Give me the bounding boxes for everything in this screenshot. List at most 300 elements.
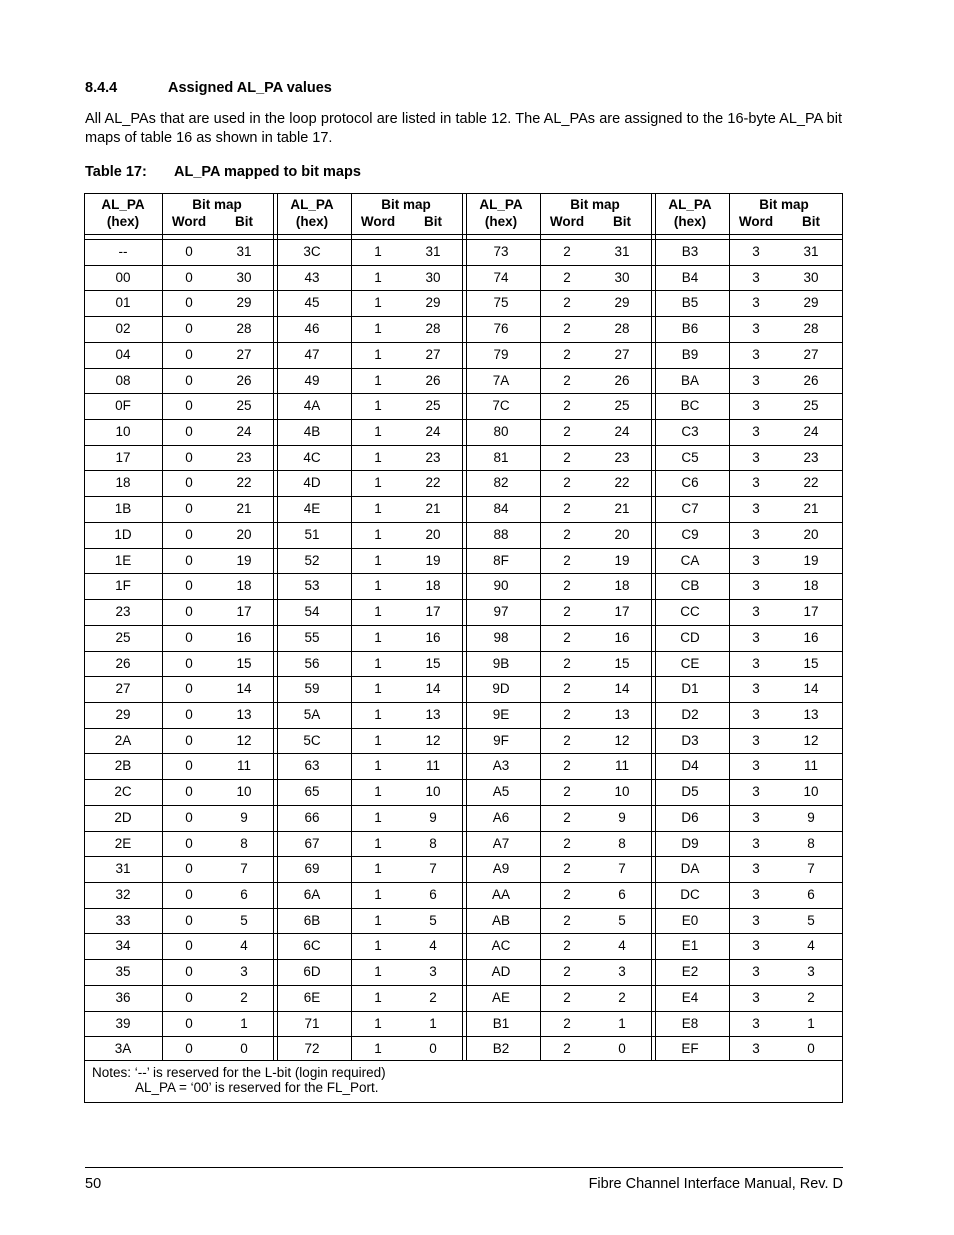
word-cell: 0: [185, 989, 193, 1005]
header-word: Word: [549, 214, 585, 229]
alpa-cell: 1E: [114, 552, 132, 568]
alpa-cell: 26: [115, 655, 131, 671]
alpa-cell: AE: [491, 989, 511, 1005]
alpa-cell: 72: [304, 1041, 320, 1057]
bit-cell: 25: [614, 398, 630, 414]
word-cell: 1: [374, 398, 382, 414]
alpa-cell: D5: [681, 784, 699, 800]
word-cell: 0: [185, 321, 193, 337]
alpa-cell: 88: [493, 526, 509, 542]
bit-cell: 28: [236, 321, 252, 337]
word-cell: 0: [185, 655, 193, 671]
alpa-cell: 04: [115, 346, 131, 362]
word-cell: 2: [563, 269, 571, 285]
bit-cell: 10: [425, 784, 441, 800]
alpa-cell: C7: [681, 501, 699, 517]
section-title: Assigned AL_PA values: [168, 80, 332, 96]
bit-cell: 1: [807, 1015, 815, 1031]
bit-cell: 3: [429, 964, 437, 980]
table-caption-title: AL_PA mapped to bit maps: [174, 164, 361, 180]
word-cell: 0: [185, 552, 193, 568]
alpa-cell: 81: [493, 449, 509, 465]
bit-cell: 31: [425, 244, 441, 259]
word-cell: 2: [563, 346, 571, 362]
alpa-cell: 53: [304, 578, 320, 594]
bit-cell: 21: [614, 501, 630, 517]
bit-cell: 11: [425, 758, 441, 774]
bit-cell: 6: [618, 887, 626, 902]
bit-cell: 28: [803, 321, 819, 337]
bit-cell: 9: [240, 809, 248, 825]
bit-cell: 24: [803, 424, 819, 440]
word-cell: 0: [185, 861, 193, 877]
bit-cell: 12: [425, 732, 441, 748]
alpa-cell: 18: [115, 475, 131, 491]
bit-cell: 20: [803, 526, 819, 542]
bit-cell: 31: [614, 244, 630, 259]
bit-cell: 19: [803, 552, 819, 568]
header-alpa-line2: (hex): [673, 214, 707, 229]
word-cell: 0: [185, 681, 193, 697]
word-cell: 0: [185, 732, 193, 748]
alpa-cell: --: [118, 244, 128, 259]
word-cell: 3: [752, 372, 760, 388]
bit-cell: 10: [803, 784, 819, 800]
bit-cell: 19: [236, 552, 252, 568]
bit-cell: 6: [807, 887, 815, 902]
bit-cell: 20: [236, 526, 252, 542]
word-cell: 0: [185, 809, 193, 825]
alpa-cell: 52: [304, 552, 320, 568]
alpa-cell: CA: [680, 552, 700, 568]
bit-cell: 11: [614, 758, 630, 774]
word-cell: 2: [563, 809, 571, 825]
alpa-cell: 7C: [492, 398, 510, 414]
word-cell: 3: [752, 449, 760, 465]
bit-cell: 12: [614, 732, 630, 748]
word-cell: 1: [374, 887, 382, 902]
alpa-cell: 49: [304, 372, 320, 388]
bit-cell: 26: [803, 372, 819, 388]
word-cell: 0: [185, 244, 193, 259]
word-cell: 3: [752, 629, 760, 645]
word-cell: 2: [563, 321, 571, 337]
word-cell: 0: [185, 1041, 193, 1057]
word-cell: 0: [185, 578, 193, 594]
word-cell: 1: [374, 912, 382, 928]
table-caption: [85, 164, 361, 180]
bit-cell: 17: [425, 604, 441, 620]
word-cell: 1: [374, 321, 382, 337]
bit-cell: 17: [236, 604, 252, 620]
alpa-cell: D6: [681, 809, 699, 825]
bit-cell: 31: [803, 244, 819, 259]
word-cell: 1: [374, 732, 382, 748]
word-cell: 0: [185, 964, 193, 980]
word-cell: 2: [563, 784, 571, 800]
bit-cell: 5: [807, 912, 815, 928]
bit-cell: 27: [614, 346, 630, 362]
header-alpa: [290, 196, 333, 230]
alpa-cell: 9D: [492, 681, 510, 697]
alpa-cell: E2: [681, 964, 699, 980]
word-cell: 1: [374, 604, 382, 620]
alpa-cell: 47: [304, 346, 320, 362]
bit-cell: 2: [240, 989, 248, 1005]
header-bitmap: Bit map: [759, 197, 809, 212]
alpa-cell: 1F: [115, 578, 131, 594]
header-bit: Bit: [235, 214, 253, 229]
word-cell: 0: [185, 604, 193, 620]
bit-cell: 11: [803, 758, 819, 774]
bit-cell: 3: [807, 964, 815, 980]
alpa-cell: 75: [493, 295, 509, 311]
bit-cell: 5: [240, 912, 248, 928]
word-cell: 2: [563, 526, 571, 542]
alpa-cell: DC: [680, 887, 700, 902]
bit-cell: 27: [425, 346, 441, 362]
word-cell: 1: [374, 346, 382, 362]
word-cell: 1: [374, 861, 382, 877]
header-alpa-line2: (hex): [484, 214, 518, 229]
word-cell: 2: [563, 398, 571, 414]
alpa-cell: 51: [304, 526, 320, 542]
header-bitmap: Bit map: [381, 197, 431, 212]
word-cell: 3: [752, 655, 760, 671]
bit-cell: 27: [236, 346, 252, 362]
word-cell: 2: [563, 372, 571, 388]
alpa-cell: D4: [681, 758, 699, 774]
bit-cell: 6: [429, 887, 437, 902]
bit-cell: 7: [429, 861, 437, 877]
bit-cell: 21: [236, 501, 252, 517]
header-alpa-line1: AL_PA: [101, 197, 145, 212]
alpa-cell: B1: [492, 1015, 510, 1031]
alpa-cell: B4: [681, 269, 699, 285]
word-cell: 0: [185, 501, 193, 517]
bit-cell: 16: [425, 629, 441, 645]
header-word: Word: [738, 214, 774, 229]
word-cell: 1: [374, 424, 382, 440]
alpa-cell: 36: [115, 989, 131, 1005]
bit-cell: 30: [803, 269, 819, 285]
alpa-cell: CE: [680, 655, 700, 671]
alpa-cell: 90: [493, 578, 509, 594]
bit-cell: 15: [236, 655, 252, 671]
alpa-cell: B5: [681, 295, 699, 311]
alpa-cell: 1D: [114, 526, 132, 542]
word-cell: 2: [563, 475, 571, 491]
word-cell: 1: [374, 964, 382, 980]
bit-cell: 31: [236, 244, 252, 259]
word-cell: 1: [374, 295, 382, 311]
bit-cell: 29: [425, 295, 441, 311]
bit-cell: 8: [618, 835, 626, 851]
alpa-cell: C5: [681, 449, 699, 465]
header-alpa-line2: (hex): [106, 214, 140, 229]
bit-cell: 16: [236, 629, 252, 645]
bit-cell: 4: [240, 938, 248, 954]
alpa-cell: AD: [491, 964, 511, 980]
word-cell: 1: [374, 552, 382, 568]
word-cell: 3: [752, 604, 760, 620]
word-cell: 2: [563, 424, 571, 440]
alpa-cell: 9E: [492, 706, 510, 722]
alpa-cell: 39: [115, 1015, 131, 1031]
alpa-cell: 4D: [303, 475, 321, 491]
bit-cell: 26: [425, 372, 441, 388]
alpa-cell: 2A: [114, 732, 132, 748]
bit-cell: 23: [614, 449, 630, 465]
word-cell: 3: [752, 681, 760, 697]
word-cell: 2: [563, 655, 571, 671]
bit-cell: 10: [614, 784, 630, 800]
notes-rule: [85, 1060, 842, 1061]
word-cell: 0: [185, 1015, 193, 1031]
alpa-cell: 25: [115, 629, 131, 645]
word-cell: 1: [374, 578, 382, 594]
word-cell: 2: [563, 989, 571, 1005]
alpa-cell: A3: [492, 758, 510, 774]
bit-cell: 29: [803, 295, 819, 311]
footer-rule: [85, 1167, 843, 1168]
word-cell: 0: [185, 346, 193, 362]
alpa-cell: 6E: [303, 989, 321, 1005]
word-cell: 2: [563, 629, 571, 645]
alpa-cell: 2C: [114, 784, 132, 800]
alpa-cell: E0: [681, 912, 699, 928]
alpa-cell: 31: [115, 861, 131, 877]
word-cell: 3: [752, 1041, 760, 1057]
word-cell: 1: [374, 526, 382, 542]
bit-cell: 28: [614, 321, 630, 337]
bit-cell: 0: [429, 1041, 437, 1057]
bit-cell: 6: [240, 887, 248, 902]
word-cell: 3: [752, 887, 760, 902]
bit-cell: 20: [614, 526, 630, 542]
alpa-cell: B6: [681, 321, 699, 337]
header-bitmap: Bit map: [570, 197, 620, 212]
alpa-cell: B9: [681, 346, 699, 362]
word-cell: 0: [185, 475, 193, 491]
alpa-cell: 54: [304, 604, 320, 620]
header-word: Word: [171, 214, 207, 229]
word-cell: 1: [374, 681, 382, 697]
word-cell: 0: [185, 629, 193, 645]
bit-cell: 7: [807, 861, 815, 877]
alpa-cell: BA: [680, 372, 700, 388]
bit-cell: 22: [614, 475, 630, 491]
word-cell: 2: [563, 578, 571, 594]
alpa-cell: 7A: [492, 372, 510, 388]
alpa-cell: 4E: [303, 501, 321, 517]
word-cell: 3: [752, 578, 760, 594]
word-cell: 2: [563, 706, 571, 722]
word-cell: 3: [752, 475, 760, 491]
alpa-cell: 9F: [493, 732, 509, 748]
word-cell: 1: [374, 629, 382, 645]
alpa-cell: 2E: [114, 835, 132, 851]
word-cell: 0: [185, 835, 193, 851]
bit-cell: 24: [614, 424, 630, 440]
header-bit: Bit: [613, 214, 631, 229]
alpa-cell: AB: [491, 912, 511, 928]
alpa-cell: 84: [493, 501, 509, 517]
word-cell: 0: [185, 449, 193, 465]
bit-cell: 3: [240, 964, 248, 980]
note-line-1: Notes: ‘--’ is reserved for the L-bit (login required): [92, 1065, 386, 1080]
header-bitmap: Bit map: [192, 197, 242, 212]
alpa-cell: 00: [115, 269, 131, 285]
word-cell: 3: [752, 244, 760, 259]
bit-cell: 12: [803, 732, 819, 748]
word-cell: 1: [374, 989, 382, 1005]
alpa-cell: 8F: [493, 552, 509, 568]
bit-cell: 4: [618, 938, 626, 954]
alpa-cell: 3C: [303, 244, 321, 259]
word-cell: 2: [563, 552, 571, 568]
alpa-column-rule: [729, 194, 730, 1060]
bit-cell: 23: [236, 449, 252, 465]
bit-cell: 0: [618, 1041, 626, 1057]
alpa-cell: AA: [491, 887, 511, 902]
word-cell: 1: [374, 835, 382, 851]
bit-cell: 16: [614, 629, 630, 645]
alpa-cell: 59: [304, 681, 320, 697]
bit-cell: 25: [425, 398, 441, 414]
word-cell: 2: [563, 938, 571, 954]
word-cell: 1: [374, 372, 382, 388]
bit-cell: 28: [425, 321, 441, 337]
alpa-cell: B2: [492, 1041, 510, 1057]
alpa-bitmap-table: [84, 193, 843, 1103]
word-cell: 3: [752, 758, 760, 774]
header-alpa-line1: AL_PA: [290, 197, 334, 212]
bit-cell: 5: [618, 912, 626, 928]
bit-cell: 2: [807, 989, 815, 1005]
alpa-cell: AC: [491, 938, 511, 954]
bit-cell: 0: [240, 1041, 248, 1057]
alpa-cell: 63: [304, 758, 320, 774]
alpa-cell: E8: [681, 1015, 699, 1031]
word-cell: 3: [752, 552, 760, 568]
bit-cell: 22: [425, 475, 441, 491]
word-cell: 1: [374, 706, 382, 722]
alpa-cell: E1: [681, 938, 699, 954]
alpa-cell: 10: [115, 424, 131, 440]
bit-cell: 8: [429, 835, 437, 851]
bit-cell: 13: [236, 706, 252, 722]
bit-cell: 18: [425, 578, 441, 594]
alpa-cell: D2: [681, 706, 699, 722]
alpa-cell: 9B: [492, 655, 510, 671]
bit-cell: 26: [614, 372, 630, 388]
alpa-cell: CB: [680, 578, 700, 594]
bit-cell: 23: [425, 449, 441, 465]
bit-cell: 24: [236, 424, 252, 440]
alpa-cell: 6A: [303, 887, 321, 902]
word-cell: 1: [374, 784, 382, 800]
bit-cell: 10: [236, 784, 252, 800]
header-bit: Bit: [802, 214, 820, 229]
alpa-cell: 4B: [303, 424, 321, 440]
alpa-cell: 45: [304, 295, 320, 311]
alpa-cell: CD: [680, 629, 700, 645]
bit-cell: 21: [803, 501, 819, 517]
page-number: 50: [85, 1176, 102, 1192]
bit-cell: 14: [425, 681, 441, 697]
word-cell: 2: [563, 732, 571, 748]
word-cell: 2: [563, 835, 571, 851]
word-cell: 2: [563, 887, 571, 902]
alpa-cell: A9: [492, 861, 510, 877]
alpa-cell: 97: [493, 604, 509, 620]
word-cell: 1: [374, 475, 382, 491]
word-cell: 3: [752, 346, 760, 362]
word-cell: 1: [374, 938, 382, 954]
word-cell: 2: [563, 501, 571, 517]
table-caption-number: Table 17:: [85, 164, 147, 180]
bit-cell: 20: [425, 526, 441, 542]
bit-cell: 19: [614, 552, 630, 568]
note-line-2: AL_PA = ‘00’ is reserved for the FL_Port.: [135, 1080, 379, 1095]
alpa-cell: 6D: [303, 964, 321, 980]
bit-cell: 0: [807, 1041, 815, 1057]
word-cell: 3: [752, 964, 760, 980]
bit-cell: 1: [618, 1015, 626, 1031]
bit-cell: 9: [807, 809, 815, 825]
bit-cell: 30: [614, 269, 630, 285]
intro-paragraph: All AL_PAs that are used in the loop protocol are listed in table 12. The AL_PAs are assigned to the 16-byte AL_PA bit maps of table 16 as shown in table 17.: [85, 111, 842, 146]
bit-cell: 25: [803, 398, 819, 414]
word-cell: 2: [563, 1015, 571, 1031]
word-cell: 2: [563, 681, 571, 697]
word-cell: 2: [563, 604, 571, 620]
bit-cell: 21: [425, 501, 441, 517]
bit-cell: 18: [236, 578, 252, 594]
alpa-cell: C6: [681, 475, 699, 491]
word-cell: 2: [563, 295, 571, 311]
alpa-cell: C3: [681, 424, 699, 440]
table-notes: [92, 1065, 386, 1095]
bit-cell: 9: [618, 809, 626, 825]
word-cell: 3: [752, 706, 760, 722]
word-cell: 3: [752, 835, 760, 851]
word-cell: 0: [185, 424, 193, 440]
word-cell: 2: [563, 1041, 571, 1057]
bit-cell: 13: [614, 706, 630, 722]
alpa-cell: 79: [493, 346, 509, 362]
bit-cell: 22: [803, 475, 819, 491]
bit-cell: 26: [236, 372, 252, 388]
bit-cell: 22: [236, 475, 252, 491]
alpa-cell: 43: [304, 269, 320, 285]
header-alpa-line1: AL_PA: [668, 197, 712, 212]
word-cell: 0: [185, 912, 193, 928]
alpa-column-rule: [351, 194, 352, 1060]
word-cell: 3: [752, 424, 760, 440]
bit-cell: 1: [429, 1015, 437, 1031]
bit-cell: 11: [236, 758, 252, 774]
word-cell: 3: [752, 809, 760, 825]
alpa-cell: 02: [115, 321, 131, 337]
bit-cell: 14: [236, 681, 252, 697]
alpa-cell: C9: [681, 526, 699, 542]
bit-cell: 13: [425, 706, 441, 722]
alpa-cell: 01: [115, 295, 131, 311]
group-separator-rule: [277, 194, 278, 1060]
word-cell: 3: [752, 989, 760, 1005]
